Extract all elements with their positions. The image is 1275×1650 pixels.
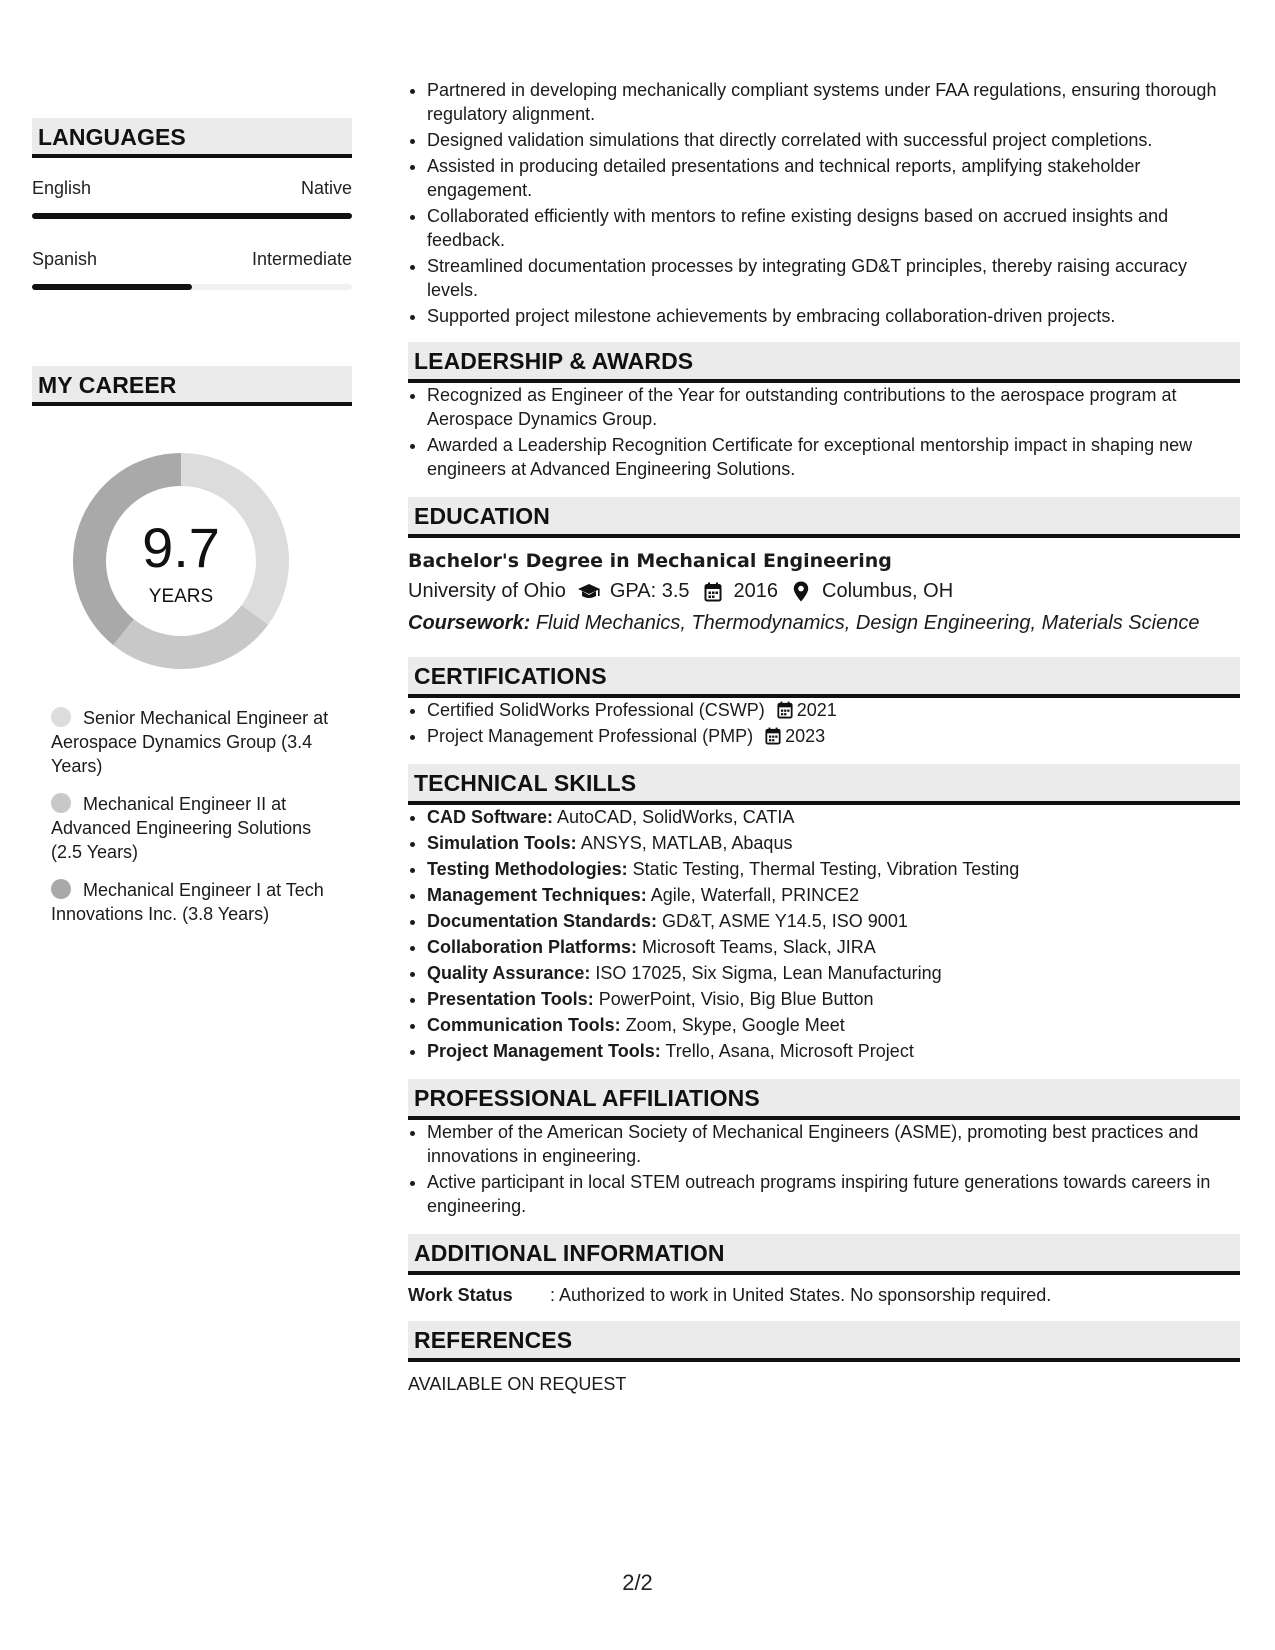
skill-label: Testing Methodologies: [427,859,628,879]
list-item: • Designed validation simulations that directly correlated with successful project completions. [427,128,1240,152]
career-legend-item [51,878,341,926]
additional-heading: ADDITIONAL INFORMATION [408,1234,1240,1275]
list-item [427,724,1240,748]
career-legend-item [51,706,341,778]
career-years-label: YEARS [148,586,214,607]
page-number: 2/2 [622,1570,653,1595]
skills-list [408,805,1240,1063]
career-section [32,366,352,926]
language-proficiency-fill [32,284,192,290]
legend-dot-icon [51,793,71,813]
language-level: Intermediate [251,249,352,269]
skill-label: Project Management Tools: [427,1041,661,1061]
career-heading: MY CAREER [32,366,352,406]
certifications-heading: CERTIFICATIONS [408,657,1240,698]
language-name: Spanish [32,249,98,269]
skill-value: AutoCAD, SolidWorks, CATIA [557,807,795,827]
language-proficiency-bar [32,284,352,290]
skill-label: Presentation Tools: [427,989,594,1009]
graduation-cap-icon [576,581,602,603]
additional-section [408,1234,1240,1306]
legend-dot-icon [51,879,71,899]
education-degree: Bachelor's Degree in Mechanical Engineering [408,550,892,572]
list-item [427,987,1240,1011]
education-location: Columbus, OH [822,580,954,602]
skill-value: GD&T, ASME Y14.5, ISO 9001 [662,911,908,931]
language-proficiency-fill [32,213,352,219]
skill-value: PowerPoint, Visio, Big Blue Button [598,989,874,1009]
career-role-text: Mechanical Engineer II at Advanced Engineering Solutions (2.5 Years) [51,794,312,862]
education-heading: EDUCATION [408,497,1240,538]
skill-label: Communication Tools: [427,1015,621,1035]
list-item: • Assisted in producing detailed presentations and technical reports, amplifying stakeholder engagement. [427,154,1240,202]
location-pin-icon [788,581,814,603]
coursework-value: Fluid Mechanics, Thermodynamics, Design Engineering, Materials Science [535,612,1200,634]
list-item: • Active participant in local STEM outreach programs inspiring future generations towards careers in engineering. [427,1170,1240,1218]
education-coursework [408,612,1240,635]
legend-dot-icon [51,707,71,727]
certifications-list [408,698,1240,748]
career-total-years: 9.7 [142,516,220,579]
list-item [427,1013,1240,1037]
leadership-section [408,342,1240,481]
career-legend [32,706,352,926]
list-item [427,883,1240,907]
language-level: Native [300,178,352,198]
skill-label: Documentation Standards: [427,911,658,931]
list-item: • Awarded a Leadership Recognition Certificate for exceptional mentorship impact in shaping new engineers at Advanced Engineering Solutions. [427,433,1240,481]
language-proficiency-bar [32,213,352,219]
skills-section [408,764,1240,1063]
language-name: English [32,178,92,198]
skill-label: Simulation Tools: [427,833,577,853]
work-status-row [408,1285,1240,1306]
list-item: • Member of the American Society of Mechanical Engineers (ASME), promoting best practices and innovations in engineering. [427,1120,1240,1168]
references-section [408,1321,1240,1395]
skill-label: Management Techniques: [427,885,647,905]
affiliations-heading: PROFESSIONAL AFFILIATIONS [408,1079,1240,1120]
skill-label: CAD Software: [427,807,554,827]
list-item [427,805,1240,829]
skill-label: Quality Assurance: [427,963,591,983]
education-school: University of Ohio [408,580,566,602]
list-item [427,698,1240,722]
list-item [427,909,1240,933]
education-gpa: GPA: 3.5 [609,580,690,602]
list-item [427,831,1240,855]
affiliations-section [408,1079,1240,1218]
education-meta [408,580,1240,603]
career-legend-item [51,792,341,864]
skill-value: Agile, Waterfall, PRINCE2 [650,885,860,905]
list-item: • Recognized as Engineer of the Year for outstanding contributions to the aerospace program at Aerospace Dynamics Group. [427,383,1240,431]
skill-value: Static Testing, Thermal Testing, Vibration Testing [632,859,1020,879]
career-donut-chart [66,446,296,676]
career-role-text: Senior Mechanical Engineer at Aerospace Dynamics Group (3.4 Years) [51,708,329,776]
list-item [427,1039,1240,1063]
list-item: • Partnered in developing mechanically compliant systems under FAA regulations, ensuring thorough regulatory alignment. [427,78,1240,126]
affiliations-list [408,1120,1240,1218]
list-item: • Supported project milestone achievements by embracing collaboration-driven projects. [427,304,1240,328]
cert-name: • Certified SolidWorks Professional (CSWP) [427,700,765,720]
language-item-english [32,178,352,219]
list-item [427,961,1240,985]
coursework-label: Coursework: [408,612,531,634]
cert-year: 2023 [785,726,826,746]
calendar-icon [700,581,726,603]
list-item [427,935,1240,959]
donut-segment-2 [113,605,268,669]
skill-value: Microsoft Teams, Slack, JIRA [642,937,876,957]
language-item-spanish [32,249,352,290]
work-status-label: Work Status [408,1285,513,1305]
certifications-section [408,657,1240,748]
languages-section [32,118,352,290]
calendar-icon [777,701,793,719]
skill-value: ISO 17025, Six Sigma, Lean Manufacturing [595,963,942,983]
education-section [408,497,1240,635]
skills-heading: TECHNICAL SKILLS [408,764,1240,805]
calendar-icon [765,727,781,745]
list-item [427,857,1240,881]
skill-value: ANSYS, MATLAB, Abaqus [580,833,793,853]
list-item: • Streamlined documentation processes by integrating GD&T principles, thereby raising accuracy levels. [427,254,1240,302]
skill-value: Trello, Asana, Microsoft Project [665,1041,914,1061]
languages-heading: LANGUAGES [32,118,352,158]
leadership-heading: LEADERSHIP & AWARDS [408,342,1240,383]
skill-value: Zoom, Skype, Google Meet [625,1015,845,1035]
education-year: 2016 [733,580,779,602]
leadership-list [408,383,1240,481]
skill-label: Collaboration Platforms: [427,937,638,957]
list-item: • Collaborated efficiently with mentors to refine existing designs based on accrued insights and feedback. [427,204,1240,252]
cert-year: 2021 [796,700,837,720]
sidebar [32,118,352,940]
references-heading: REFERENCES [408,1321,1240,1362]
main-column [408,78,1240,1395]
career-role-text: Mechanical Engineer I at Tech Innovations Inc. (3.8 Years) [51,880,324,924]
references-text: AVAILABLE ON REQUEST [408,1374,627,1394]
cert-name: • Project Management Professional (PMP) [427,726,754,746]
work-status-value: : Authorized to work in United States. No sponsorship required. [550,1285,1052,1305]
experience-bullets [408,78,1240,328]
